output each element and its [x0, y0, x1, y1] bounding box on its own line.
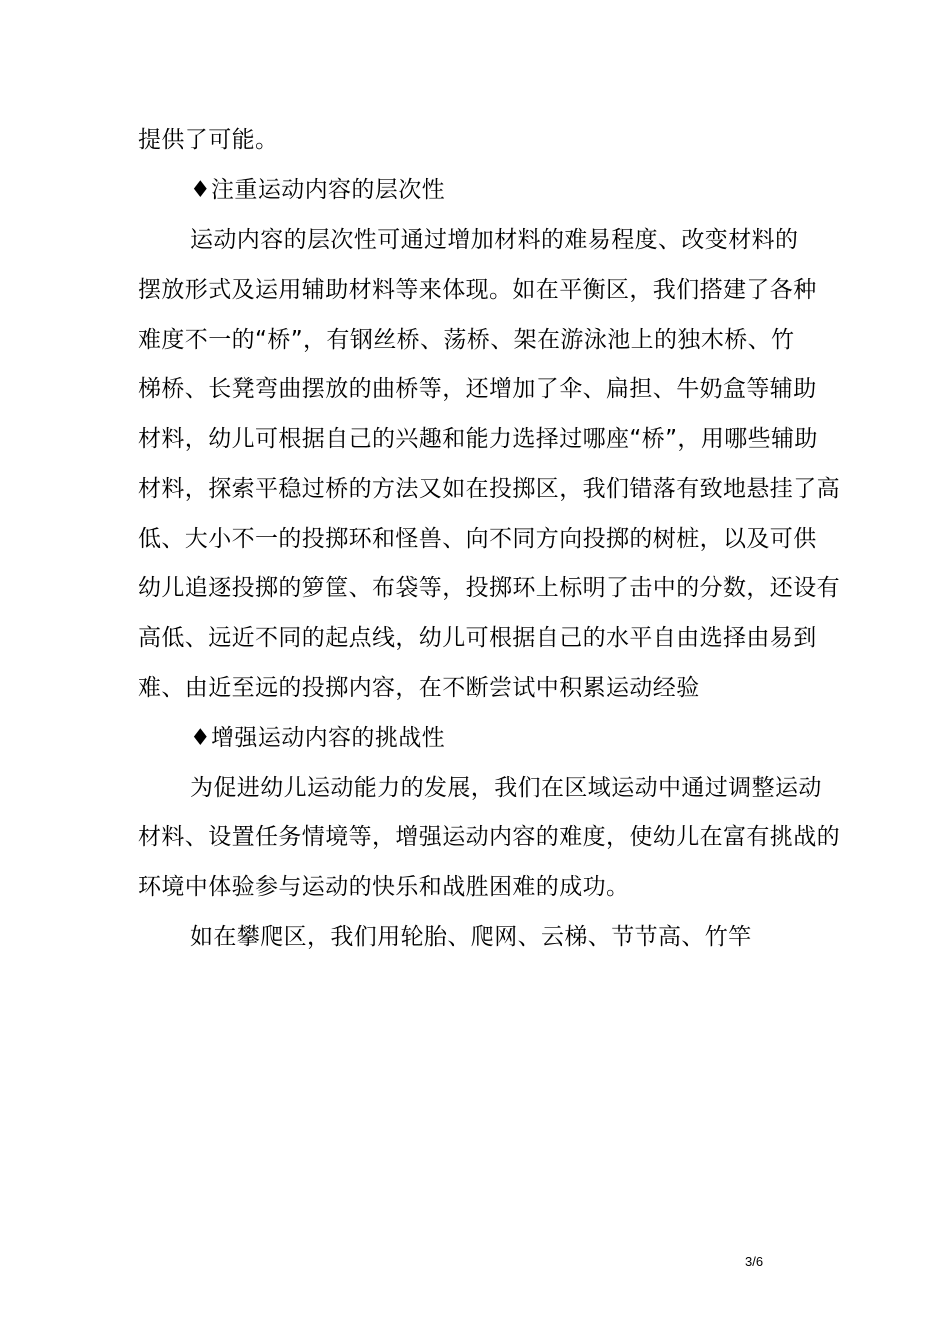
text-line: 摆放形式及运用辅助材料等来体现。如在平衡区，我们搭建了各种	[138, 277, 817, 303]
text-line: 材料，幼儿可根据自己的兴趣和能力选择过哪座“桥”，用哪些辅助	[138, 426, 818, 452]
text-line: 幼儿追逐投掷的箩筐、布袋等，投掷环上标明了击中的分数，还设有	[138, 575, 840, 601]
text-line: 提供了可能。	[138, 127, 279, 153]
text-line: 运动内容的层次性可通过增加材料的难易程度、改变材料的	[190, 227, 799, 253]
text-line: 梯桥、长凳弯曲摆放的曲桥等，还增加了伞、扁担、牛奶盒等辅助	[138, 376, 817, 402]
text-line: 低、大小不一的投掷环和怪兽、向不同方向投掷的树桩，以及可供	[138, 526, 817, 552]
section-heading: ♦注重运动内容的层次性	[190, 177, 446, 203]
text-line: 如在攀爬区，我们用轮胎、爬网、云梯、节节高、竹竿	[190, 924, 752, 950]
page-number: 3/6	[745, 1254, 764, 1269]
text-line: 难、由近至远的投掷内容，在不断尝试中积累运动经验	[138, 675, 700, 701]
text-line: 难度不一的“桥”，有钢丝桥、荡桥、架在游泳池上的独木桥、竹	[138, 327, 795, 353]
section-heading: ♦增强运动内容的挑战性	[190, 725, 446, 751]
text-line: 高低、远近不同的起点线，幼儿可根据自己的水平自由选择由易到	[138, 625, 817, 651]
text-line: 材料、设置任务情境等，增强运动内容的难度，使幼儿在富有挑战的	[138, 824, 840, 850]
text-line: 材料，探索平稳过桥的方法又如在投掷区，我们错落有致地悬挂了高	[138, 476, 840, 502]
text-line: 为促进幼儿运动能力的发展，我们在区域运动中通过调整运动	[190, 775, 822, 801]
text-line: 环境中体验参与运动的快乐和战胜困难的成功。	[138, 874, 630, 900]
